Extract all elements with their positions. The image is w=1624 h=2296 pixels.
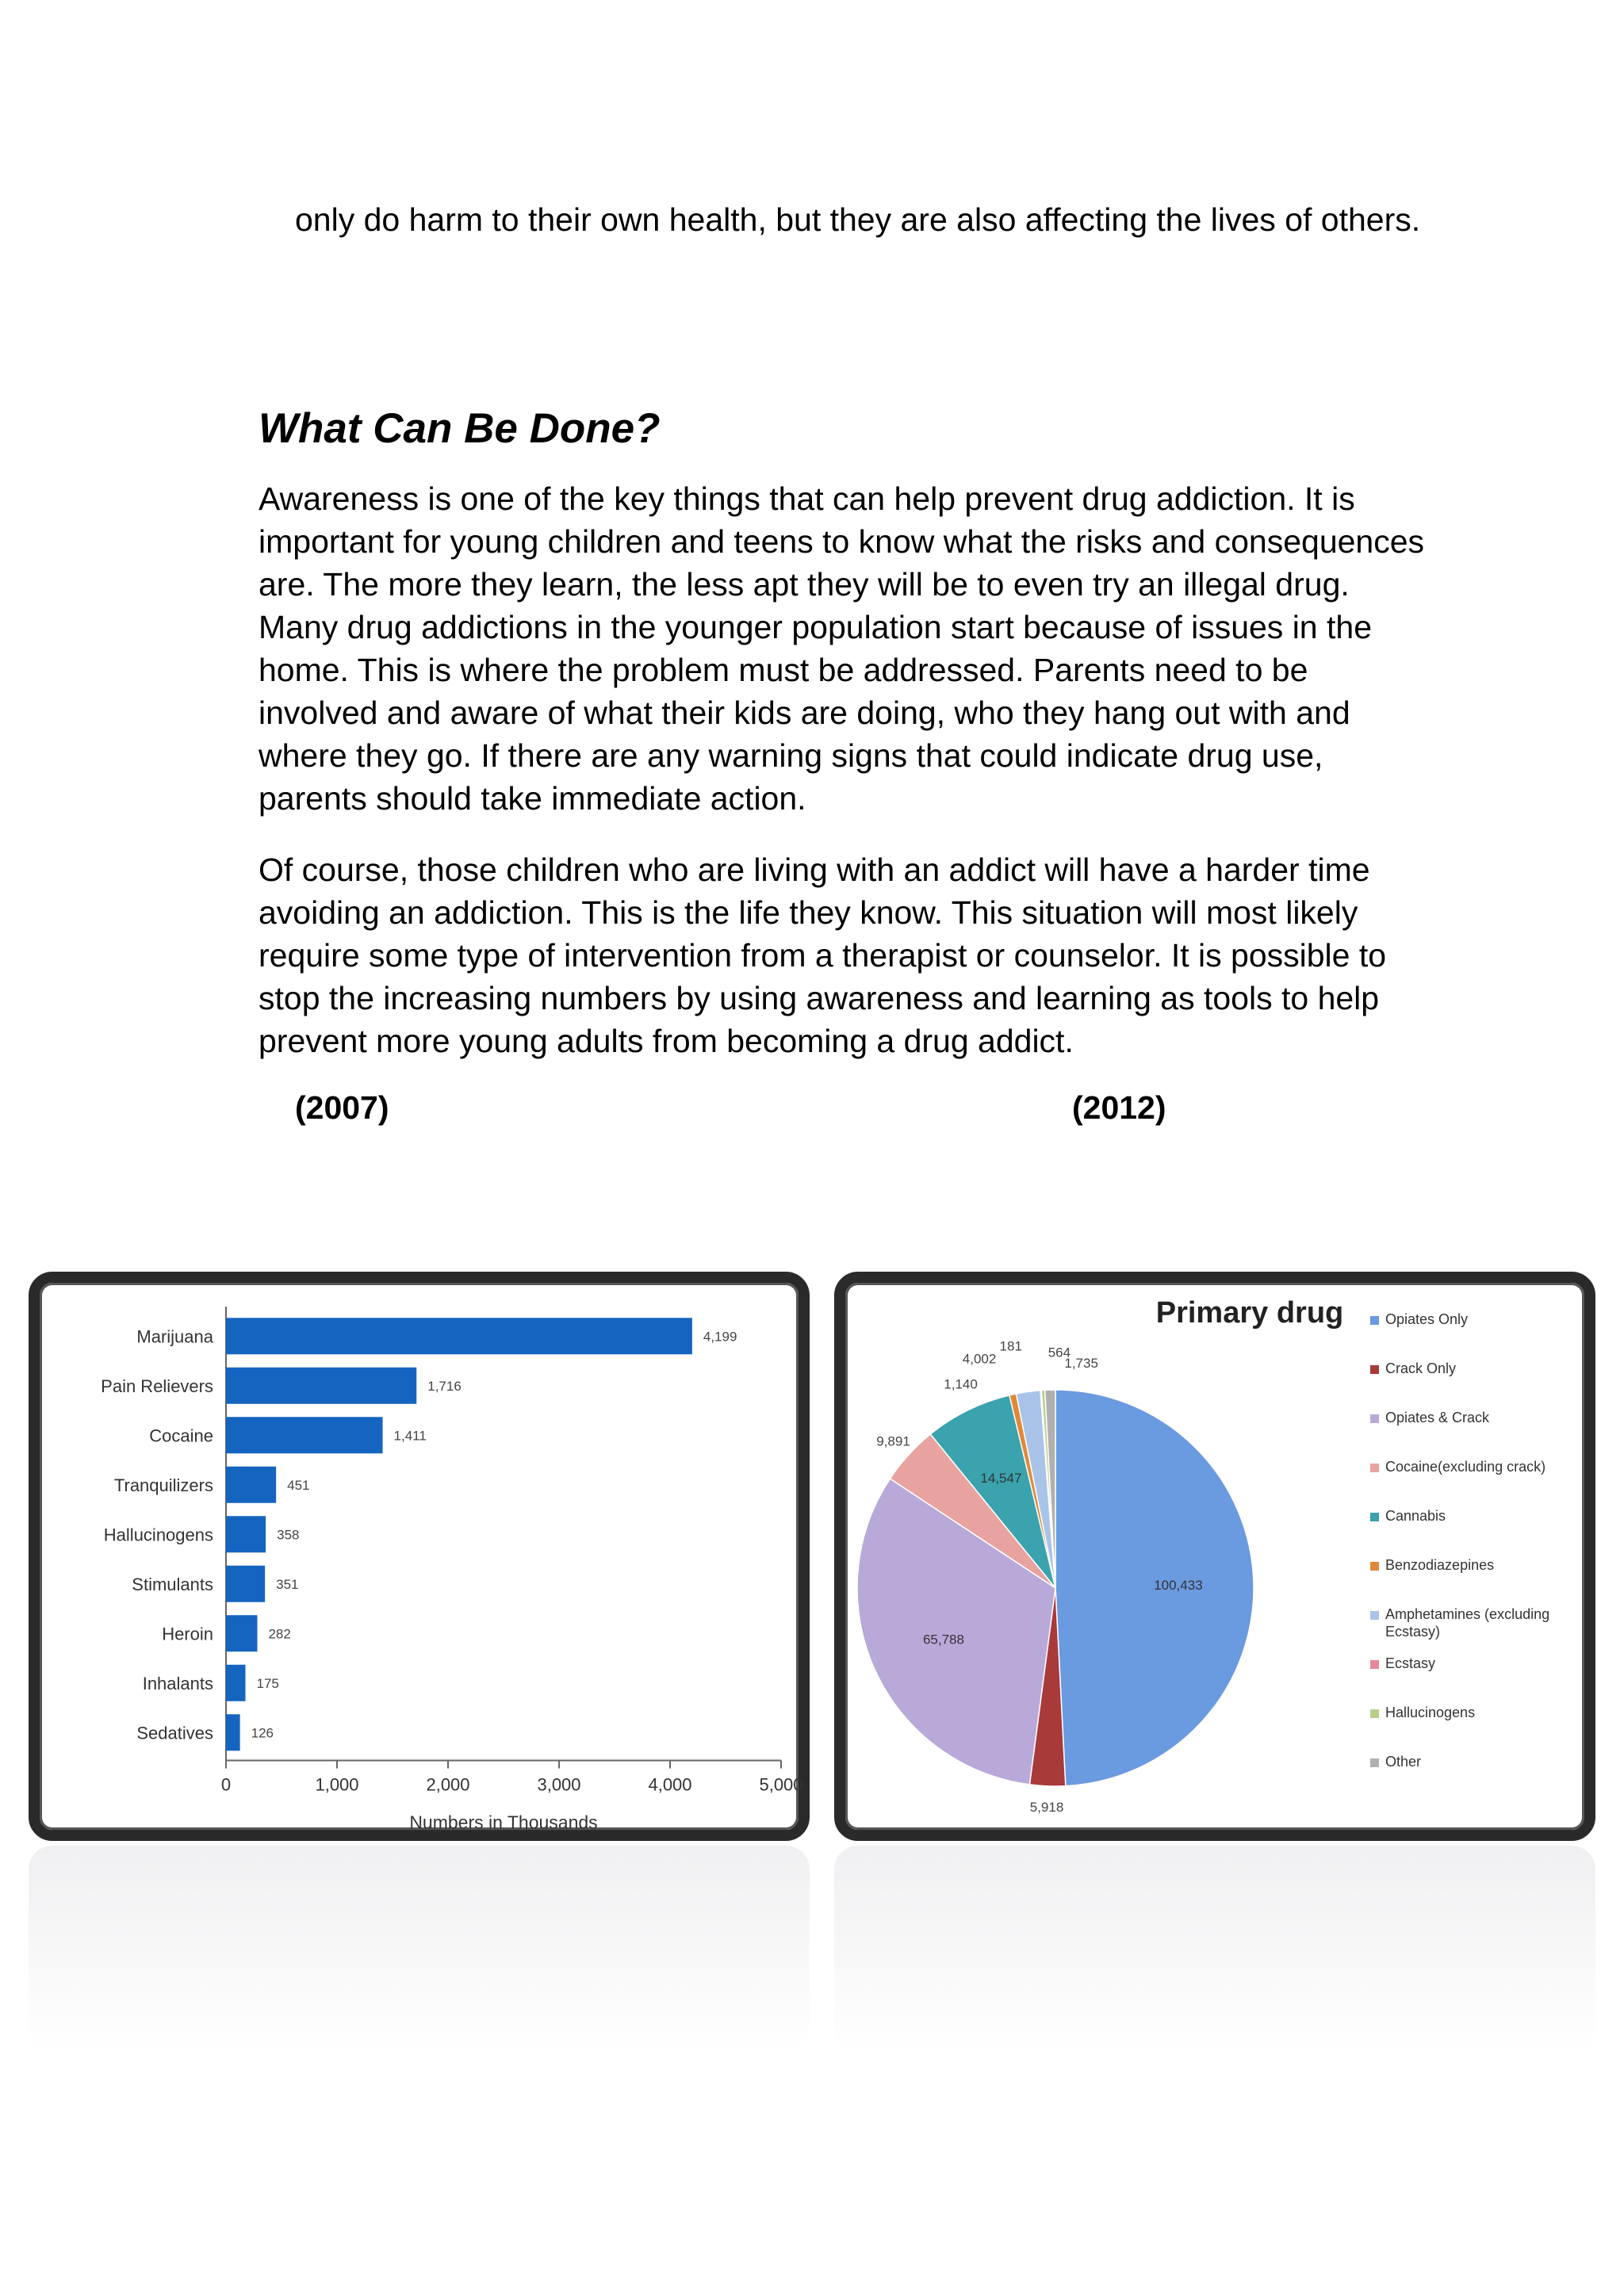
slice-label: 181 [999, 1338, 1022, 1354]
paragraph-children: Of course, those children who are living with an addict will have a harder time avoiding an addiction. This is the life they know. This situation will most likely require some type of intervention from a therapist or counselor. It is possible to stop the increasing numbers by using awareness and learning as tools to help prevent more young adults from becoming a drug addict. [259, 851, 1387, 1059]
category-label: Pain Relievers [101, 1376, 213, 1396]
data-label: 351 [276, 1576, 299, 1592]
legend-label: Hallucinogens [1385, 1705, 1476, 1720]
category-label: Tranquilizers [113, 1475, 213, 1495]
legend-swatch [1370, 1365, 1379, 1374]
data-label: 358 [277, 1527, 300, 1543]
bar [226, 1318, 692, 1354]
data-label: 1,716 [427, 1378, 462, 1394]
slice-label: 9,891 [876, 1433, 910, 1449]
data-label: 4,199 [703, 1329, 737, 1345]
slice-label: 5,918 [1029, 1799, 1064, 1815]
slice-label: 1,140 [944, 1376, 978, 1392]
bar [226, 1714, 240, 1751]
section-heading: What Can Be Done? [259, 405, 661, 452]
year-label-2007: (2007) [295, 1089, 389, 1126]
legend-swatch [1370, 1660, 1379, 1669]
legend-swatch [1370, 1758, 1379, 1767]
slice-label: 65,788 [922, 1632, 964, 1647]
category-label: Stimulants [132, 1574, 213, 1594]
legend-swatch [1370, 1611, 1379, 1620]
x-tick-label: 1,000 [315, 1774, 359, 1795]
bar [226, 1417, 383, 1453]
bar [226, 1516, 266, 1552]
x-axis-title: Numbers in Thousands [409, 1812, 598, 1833]
data-label: 451 [287, 1477, 310, 1493]
category-label: Marijuana [136, 1326, 213, 1347]
slice-label: 1,735 [1064, 1356, 1098, 1372]
x-tick-label: 0 [220, 1774, 232, 1795]
category-label: Inhalants [142, 1673, 213, 1693]
legend-swatch [1370, 1709, 1379, 1718]
legend-label: Cocaine(excluding crack) [1385, 1459, 1546, 1475]
data-label: 282 [268, 1626, 291, 1642]
legend-swatch [1370, 1414, 1379, 1423]
category-label: Heroin [162, 1624, 213, 1644]
x-tick-label: 3,000 [537, 1774, 581, 1795]
data-label: 1,411 [393, 1428, 427, 1444]
bar-chart-reflection [29, 1846, 810, 2052]
legend-label: Opiates & Crack [1385, 1410, 1490, 1425]
slice-label: 564 [1048, 1345, 1071, 1360]
chart-title: Primary drug [1155, 1296, 1344, 1330]
legend-swatch [1370, 1464, 1379, 1472]
x-tick-label: 5,000 [759, 1774, 803, 1795]
intro-paragraph: only do harm to their own health, but they are also affecting the lives of others. [295, 201, 1421, 238]
pie-chart [845, 1283, 1584, 1830]
legend-swatch [1370, 1513, 1379, 1521]
legend-label-cont: Ecstasy) [1385, 1624, 1441, 1640]
legend-label: Cannabis [1385, 1508, 1446, 1524]
paragraph-awareness: Awareness is one of the key things that can help prevent drug addiction. It is important for young children and teens to know what the risks and consequences are. The more they learn, the less apt they will be to even try an illegal drug. Many drug addictions in the younger population start because of issues in the home. This is where the problem must be addressed. Parents need to be involved and aware of what their kids are doing, who they hang out with and where they go. If there are any warning signs that could indicate drug use, parents should take immediate action. [259, 480, 1425, 817]
bar [226, 1566, 265, 1602]
year-label-2012: (2012) [1072, 1089, 1166, 1126]
pie-chart-reflection [834, 1846, 1595, 2052]
legend-label: Amphetamines (excluding [1385, 1606, 1550, 1622]
x-tick-label: 4,000 [648, 1774, 692, 1795]
legend-label: Benzodiazepines [1385, 1557, 1495, 1573]
bar-chart-frame [29, 1272, 810, 1841]
bar [226, 1467, 276, 1503]
category-label: Sedatives [136, 1723, 213, 1743]
slice-label: 100,433 [1154, 1578, 1203, 1594]
legend-label: Opiates Only [1385, 1311, 1469, 1327]
legend-label: Ecstasy [1385, 1655, 1436, 1671]
legend-swatch [1370, 1316, 1379, 1325]
slice-label: 14,547 [980, 1470, 1022, 1486]
bar [226, 1368, 416, 1404]
legend-swatch [1370, 1562, 1379, 1571]
category-label: Hallucinogens [103, 1525, 213, 1545]
legend-label: Crack Only [1385, 1360, 1457, 1376]
x-tick-label: 2,000 [426, 1774, 470, 1795]
pie-chart-frame [834, 1272, 1595, 1841]
legend-label: Other [1385, 1754, 1422, 1770]
data-label: 175 [256, 1675, 279, 1691]
slice-label: 4,002 [962, 1351, 997, 1367]
bar [226, 1665, 246, 1701]
bar-chart [40, 1283, 803, 1833]
category-label: Cocaine [149, 1425, 213, 1446]
bar [226, 1615, 257, 1651]
data-label: 126 [251, 1725, 274, 1741]
